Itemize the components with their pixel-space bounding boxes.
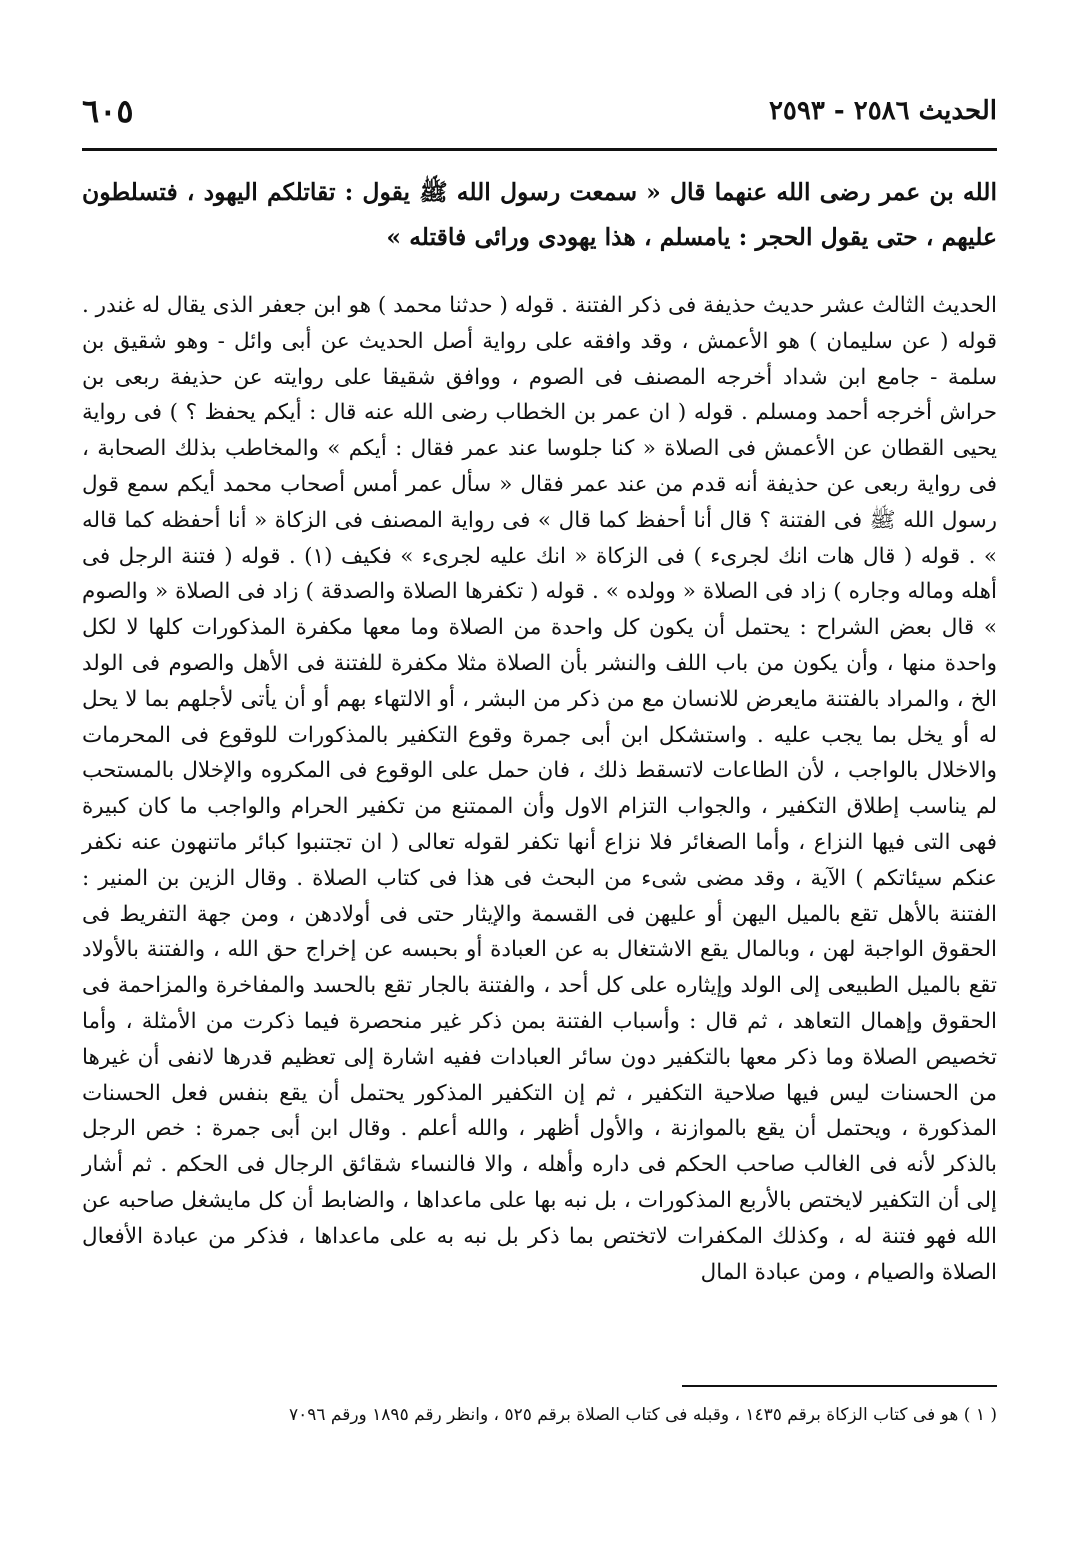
running-title: الحديث ٢٥٨٦ - ٢٥٩٣ <box>768 96 997 126</box>
page-number: ٦٠٥ <box>82 92 134 130</box>
page-header <box>82 92 997 146</box>
footnote-rule <box>682 1385 997 1387</box>
commentary-body <box>82 288 997 1290</box>
header-rule <box>82 148 997 151</box>
hadith-text: الله بن عمر رضى الله عنهما قال « سمعت رسول الله ﷺ يقول : تقاتلكم اليهود ، فتسلطون عليهم ، حتى يقول الحجر : يامسلم ، هذا يهودى ورائى فاقتله » <box>82 178 997 251</box>
footnote: ( ١ ) هو فى كتاب الزكاة برقم ١٤٣٥ ، وقبله فى كتاب الصلاة برقم ٥٢٥ ، وانظر رقم ١٨٩٥ ورقم ٧٠٩٦ <box>288 1405 997 1425</box>
commentary-paragraph: الحديث الثالث عشر حديث حذيفة فى ذكر الفتنة . قوله ( حدثنا محمد ) هو ابن جعفر الذى يقال له غندر . قوله ( عن سليمان ) هو الأعمش ، وقد وافقه على رواية أصل الحديث عن أبى وائل - وهو شقيق بن سلمة - جامع ابن شداد أخرجه المصنف فى الصوم ، ووافق شقيقا على روايته عن حذيفة ربعى بن حراش أخرجه أحمد ومسلم . قوله ( ان عمر بن الخطاب رضى الله عنه قال : أيكم يحفظ ؟ ) فى رواية يحيى القطان عن الأعمش فى الصلاة « كنا جلوسا عند عمر فقال : أيكم » والمخاطب بذلك الصحابة ، فى رواية ربعى عن حذيفة أنه قدم من عند عمر فقال « سأل عمر أمس أصحاب محمد أيكم سمع قول رسول الله ﷺ فى الفتنة ؟ قال أنا أحفظ كما قال » فى رواية المصنف فى الزكاة « أنا أحفظه كما قاله » . قوله ( قال هات انك لجرىء ) فى الزكاة « انك عليه لجرىء » فكيف (١) . قوله ( فتنة الرجل فى أهله وماله وجاره ) زاد فى الصلاة « وولده » . قوله ( تكفرها الصلاة والصدقة ) زاد فى الصلاة « والصوم » قال بعض الشراح : يحتمل أن يكون كل واحدة من الصلاة وما معها مكفرة المذكورات كلها لا لكل واحدة منها ، وأن يكون من باب اللف والنشر بأن الصلاة مثلا مكفرة للفتنة فى الأهل والصوم فى الولد الخ ، والمراد بالفتنة مايعرض للانسان مع من ذكر من البشر ، أو الالتهاء بهم أو أن يأتى لأجلهم بما لا يحل له أو يخل بما يجب عليه . واستشكل ابن أبى جمرة وقوع التكفير بالمذكورات للوقوع فى المحرمات والاخلال بالواجب ، لأن الطاعات لاتسقط ذلك ، فان حمل على الوقوع فى المكروه والإخلال بالمستحب لم يناسب إطلاق التكفير ، والجواب التزام الاول وأن الممتنع من تكفير الحرام والواجب ما كان كبيرة فهى التى فيها النزاع ، وأما الصغائر فلا نزاع أنها تكفر لقوله تعالى ( ان تجتنبوا كبائر ماتنهون عنه نكفر عنكم سيئاتكم ) الآية ، وقد مضى شىء من البحث فى هذا فى كتاب الصلاة . وقال الزين بن المنير : الفتنة بالأهل تقع بالميل اليهن أو عليهن فى القسمة والإيثار حتى فى أولادهن ، ومن جهة التفريط فى الحقوق الواجبة لهن ، وبالمال يقع الاشتغال به عن العبادة أو بحبسه عن إخراج حق الله ، والفتنة بالأولاد تقع بالميل الطبيعى إلى الولد وإيثاره على كل أحد ، والفتنة بالجار تقع بالحسد والمفاخرة والمزاحمة فى الحقوق وإهمال التعاهد ، ثم قال : وأسباب الفتنة بمن ذكر غير منحصرة فيما ذكرت من الأمثلة ، وأما تخصيص الصلاة وما ذكر معها بالتكفير دون سائر العبادات ففيه اشارة إلى تعظيم قدرها لانفى أن غيرها من الحسنات ليس فيها صلاحية التكفير ، ثم إن التكفير المذكور يحتمل أن يقع بنفس فعل الحسنات المذكورة ، ويحتمل أن يقع بالموازنة ، والأول أظهر ، والله أعلم . وقال ابن أبى جمرة : خص الرجل بالذكر لأنه فى الغالب صاحب الحكم فى داره وأهله ، والا فالنساء شقائق الرجال فى الحكم . ثم أشار إلى أن التكفير لايختص بالأربع المذكورات ، بل نبه بها على ماعداها ، والضابط أن كل مايشغل صاحبه عن الله فهو فتنة له ، وكذلك المكفرات لاتختص بما ذكر بل نبه به على ماعداها ، فذكر من عبادة الأفعال الصلاة والصيام ، ومن عبادة المال <box>82 293 997 1285</box>
